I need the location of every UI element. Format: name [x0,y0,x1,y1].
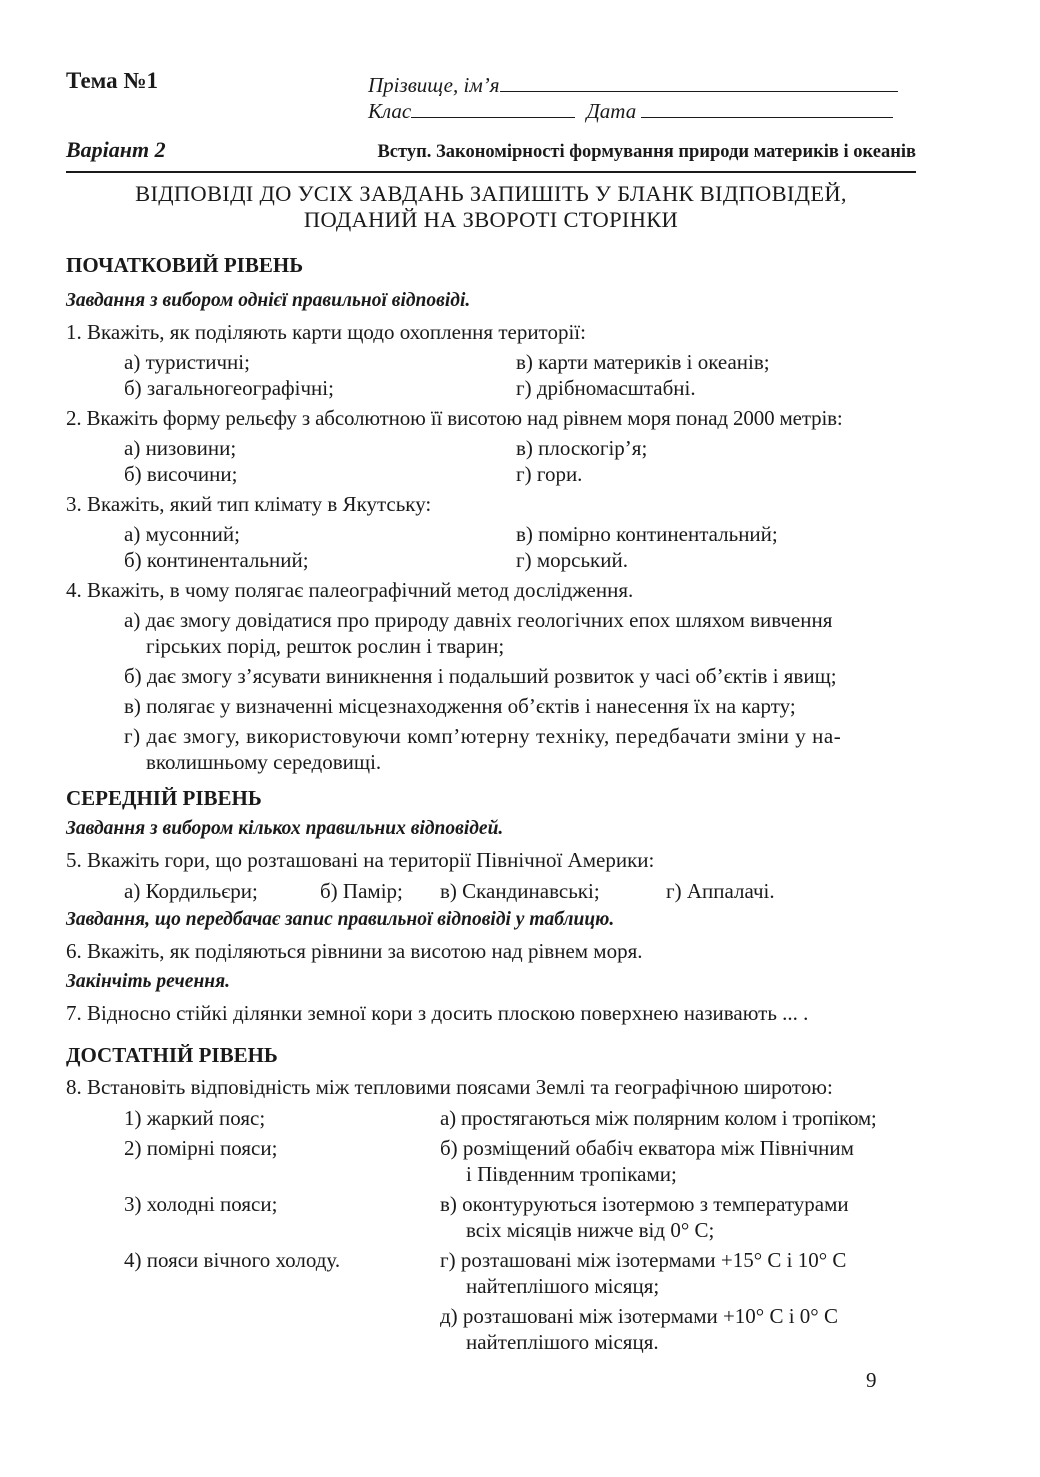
class-label: Клас [368,99,412,123]
q8-right-e-cont: найтеплішого місяця. [466,1330,659,1354]
q8-left-3: 3) холодні пояси; [124,1192,278,1216]
question-7: 7. Відносно стійкі ділянки земної кори з досить плоскою поверхнею називають ... . [66,1001,809,1025]
question-6: 6. Вкажіть, як поділяються рівнини за висотою над рівнем моря. [66,939,643,963]
q2-option-b[interactable]: б) височини; [124,462,238,486]
class-blank[interactable] [411,97,575,118]
q2-option-a[interactable]: а) низовини; [124,436,237,460]
variant-label: Варіант 2 [66,137,166,162]
question-5: 5. Вкажіть гори, що розташовані на території Північної Америки: [66,848,655,872]
q8-left-1: 1) жаркий пояс; [124,1106,266,1130]
date-blank[interactable] [641,97,893,118]
name-blank[interactable] [500,71,898,92]
q1-option-d[interactable]: г) дрібномасштабні. [516,376,696,400]
q5-option-a[interactable]: а) Кордильєри; [124,879,258,903]
subject-title: Вступ. Закономірності формування природи материків і океанів [377,142,916,162]
q4-option-a-cont: гірських порід, решток рослин і тварин; [146,634,505,658]
task-type-complete: Закінчіть речення. [66,971,231,992]
q2-option-c[interactable]: в) плоскогір’я; [516,436,648,460]
q4-option-c[interactable]: в) полягає у визначенні місцезнаходження об’єктів і нанесення їх на карту; [124,694,796,718]
level-initial-title: ПОЧАТКОВИЙ РІВЕНЬ [66,253,304,277]
class-date-field[interactable] [368,97,893,124]
q8-right-b-cont: і Південним тропіками; [466,1162,677,1186]
level-middle-title: СЕРЕДНІЙ РІВЕНЬ [66,786,262,810]
q3-option-c[interactable]: в) помірно континентальний; [516,522,778,546]
instruction-line-2: ПОДАНИЙ НА ЗВОРОТІ СТОРІНКИ [303,207,679,232]
q3-option-a[interactable]: а) мусонний; [124,522,240,546]
q8-right-d: г) розташовані між ізотермами +15° С і 10° С [440,1248,847,1272]
header-divider [66,171,916,173]
q8-left-4: 4) пояси вічного холоду. [124,1248,341,1272]
q5-option-d[interactable]: г) Аппалачі. [666,879,775,903]
q8-right-e: д) розташовані між ізотермами +10° С і 0° С [440,1304,838,1328]
q4-option-b[interactable]: б) дає змогу з’ясувати виникнення і подальший розвиток у часі об’єктів і явищ; [124,664,837,688]
q8-right-c: в) оконтуруються ізотермою з температурами [440,1192,849,1216]
q2-option-d[interactable]: г) гори. [516,462,583,486]
name-field[interactable] [368,71,898,98]
q5-option-c[interactable]: в) Скандинавські; [440,879,600,903]
task-type-single: Завдання з вибором однієї правильної відповіді. [66,290,471,311]
q1-option-b[interactable]: б) загальногеографічні; [124,376,334,400]
q4-option-a[interactable]: а) дає змогу довідатися про природу давніх геологічних епох шляхом вивчення [124,608,833,632]
question-3: 3. Вкажіть, який тип клімату в Якутську: [66,492,432,516]
q4-option-d-cont: вколишньому середовищі. [146,750,382,774]
question-1: 1. Вкажіть, як поділяють карти щодо охоплення території: [66,320,586,344]
topic-title: Тема №1 [66,68,159,93]
question-2: 2. Вкажіть форму рельєфу з абсолютною її висотою над рівнем моря понад 2000 метрів: [66,406,843,430]
page-number: 9 [866,1368,877,1392]
q8-right-d-cont: найтеплішого місяця; [466,1274,660,1298]
q5-option-b[interactable]: б) Памір; [320,879,403,903]
q3-option-b[interactable]: б) континентальний; [124,548,309,572]
q8-right-a: а) простягаються між полярним колом і тропіком; [440,1106,877,1130]
instruction-line-1: ВІДПОВІДІ ДО УСІХ ЗАВДАНЬ ЗАПИШІТЬ У БЛАНК ВІДПОВІДЕЙ, [135,181,847,206]
q1-option-c[interactable]: в) карти материків і океанів; [516,350,770,374]
q3-option-d[interactable]: г) морський. [516,548,628,572]
q4-option-d[interactable]: г) дає змогу, використовуючи комп’ютерну техніку, передбачати зміни у на- [124,724,842,748]
question-8: 8. Встановіть відповідність між тепловими поясами Землі та географічною широтою: [66,1075,833,1099]
task-type-table: Завдання, що передбачає запис правильної відповіді у таблицю. [66,909,615,930]
q1-option-a[interactable]: а) туристичні; [124,350,250,374]
q8-right-c-cont: всіх місяців нижче від 0° С; [466,1218,715,1242]
date-label: Дата [586,99,637,123]
q8-left-2: 2) помірні пояси; [124,1136,278,1160]
q8-right-b: б) розміщений обабіч екватора між Північним [440,1136,854,1160]
task-type-multiple: Завдання з вибором кількох правильних відповідей. [66,818,504,839]
level-sufficient-title: ДОСТАТНІЙ РІВЕНЬ [66,1043,278,1067]
question-4: 4. Вкажіть, в чому полягає палеографічний метод дослідження. [66,578,634,602]
name-label: Прізвище, ім’я [368,73,500,97]
